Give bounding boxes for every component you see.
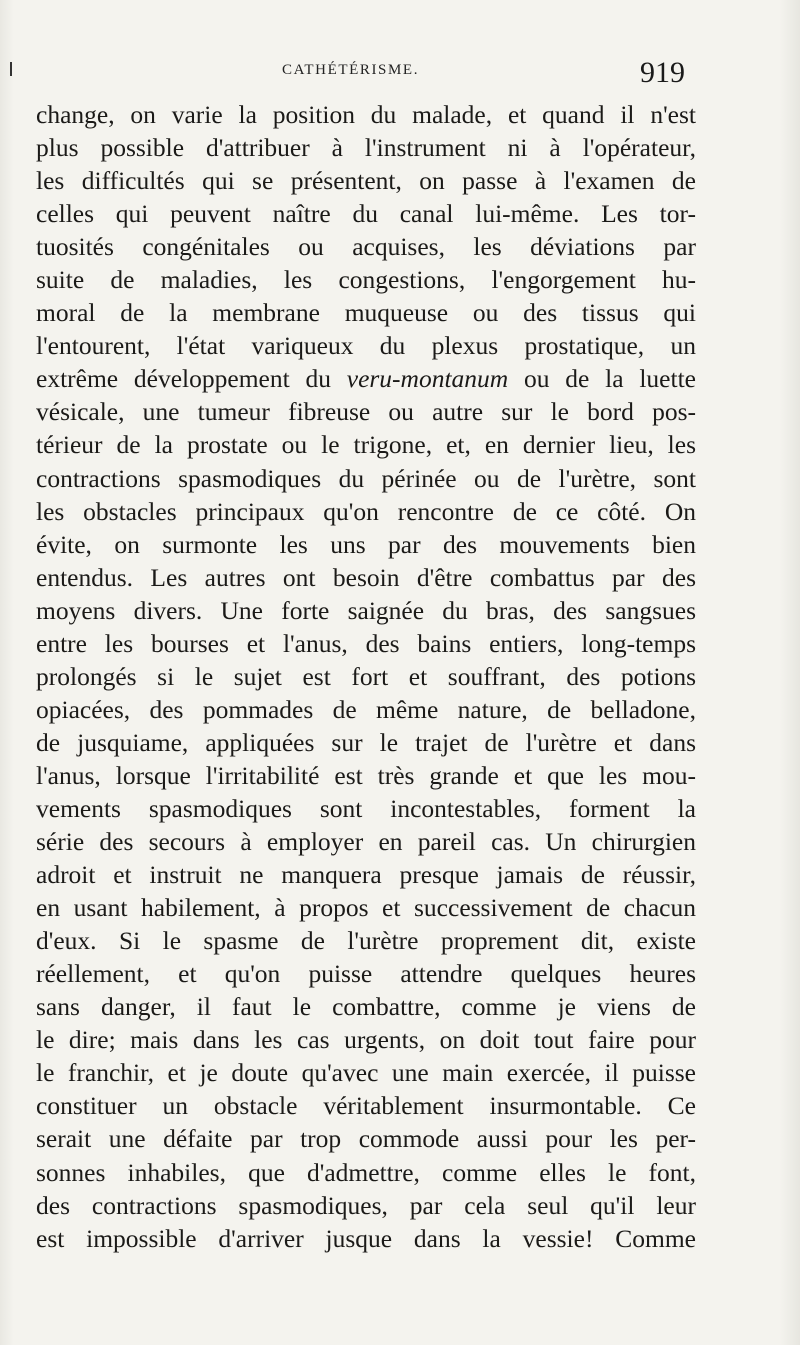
text-run: des contractions spasmodiques, par cela seul qu'il leur xyxy=(36,1190,696,1220)
text-line xyxy=(36,131,696,164)
text-run: le franchir, et je doute qu'avec une main exercée, il puisse xyxy=(36,1058,696,1088)
text-line xyxy=(36,1222,696,1255)
text-line xyxy=(36,329,696,362)
text-run: entendus. Les autres ont besoin d'être combattus par des xyxy=(36,562,696,592)
text-run: l'anus, lorsque l'irritabilité est très grande et que les mou- xyxy=(36,760,696,790)
text-line xyxy=(36,627,696,660)
text-run: adroit et instruit ne manquera presque jamais de réussir, xyxy=(36,860,696,890)
text-line xyxy=(36,230,696,263)
text-line xyxy=(36,891,696,924)
text-run: est impossible d'arriver jusque dans la vessie! Comme xyxy=(36,1223,696,1253)
text-run: serait une défaite par trop commode aussi pour les per- xyxy=(36,1124,696,1154)
running-head xyxy=(0,56,800,92)
text-line xyxy=(36,1122,696,1155)
text-run: vésicale, une tumeur fibreuse ou autre sur le bord pos- xyxy=(36,397,696,427)
text-run: d'eux. Si le spasme de l'urètre proprement dit, existe xyxy=(36,926,696,956)
body-text xyxy=(36,98,696,1255)
text-run: constituer un obstacle véritablement insurmontable. Ce xyxy=(36,1091,696,1121)
text-run: térieur de la prostate ou le trigone, et, en dernier lieu, les xyxy=(36,430,696,460)
text-run: tuosités congénitales ou acquises, les déviations par xyxy=(36,232,696,262)
text-line xyxy=(36,957,696,990)
text-line xyxy=(36,1189,696,1222)
text-run: change, on varie la position du malade, et quand il n'est xyxy=(36,100,696,129)
text-run: évite, on surmonte les uns par des mouvements bien xyxy=(36,529,696,559)
text-run: l'entourent, l'état variqueux du plexus prostatique, un xyxy=(36,331,696,361)
text-run: ou de la luette xyxy=(508,364,696,394)
text-run: extrême développement du xyxy=(36,364,347,394)
text-run: sonnes inhabiles, que d'admettre, comme elles le font, xyxy=(36,1157,696,1187)
text-run: le dire; mais dans les cas urgents, on doit tout faire pour xyxy=(36,1025,696,1055)
italic-term: veru-montanum xyxy=(346,364,509,394)
text-line xyxy=(36,1156,696,1189)
text-line xyxy=(36,594,696,627)
text-line xyxy=(36,825,696,858)
text-run: les obstacles principaux qu'on rencontre de ce côté. On xyxy=(36,496,696,526)
text-run: celles qui peuvent naître du canal lui-même. Les tor- xyxy=(36,199,696,229)
text-line xyxy=(36,792,696,825)
text-run: vements spasmodiques sont incontestables, forment la xyxy=(36,793,696,823)
page-number: 919 xyxy=(640,56,685,89)
text-run: entre les bourses et l'anus, des bains entiers, long-temps xyxy=(36,628,696,658)
running-title: CATHÉTÉRISME. xyxy=(282,62,420,78)
text-line xyxy=(36,362,696,395)
text-run: prolongés si le sujet est fort et souffrant, des potions xyxy=(36,661,696,691)
text-line xyxy=(36,990,696,1023)
text-line xyxy=(36,98,696,131)
text-run: suite de maladies, les congestions, l'engorgement hu- xyxy=(36,265,696,295)
text-line xyxy=(36,164,696,197)
text-line xyxy=(36,1089,696,1122)
text-line xyxy=(36,858,696,891)
text-line xyxy=(36,924,696,957)
text-line xyxy=(36,197,696,230)
text-line xyxy=(36,263,696,296)
text-run: en usant habilement, à propos et successivement de chacun xyxy=(36,893,696,923)
text-run: série des secours à employer en pareil cas. Un chirurgien xyxy=(36,827,696,857)
text-line xyxy=(36,693,696,726)
text-run: les difficultés qui se présentent, on passe à l'examen de xyxy=(36,166,696,196)
text-line xyxy=(36,296,696,329)
text-line xyxy=(36,428,696,461)
text-run: moyens divers. Une forte saignée du bras, des sangsues xyxy=(36,595,696,625)
text-line xyxy=(36,1056,696,1089)
text-run: moral de la membrane muqueuse ou des tissus qui xyxy=(36,298,696,328)
text-line xyxy=(36,395,696,428)
text-line xyxy=(36,1023,696,1056)
text-run: plus possible d'attribuer à l'instrument ni à l'opérateur, xyxy=(36,133,696,163)
text-run: sans danger, il faut le combattre, comme je viens de xyxy=(36,992,696,1022)
text-run: opiacées, des pommades de même nature, de belladone, xyxy=(36,694,696,724)
text-line xyxy=(36,462,696,495)
text-line xyxy=(36,495,696,528)
text-line xyxy=(36,528,696,561)
text-line xyxy=(36,759,696,792)
text-line xyxy=(36,561,696,594)
text-line xyxy=(36,660,696,693)
text-run: réellement, et qu'on puisse attendre quelques heures xyxy=(36,959,696,989)
text-run: contractions spasmodiques du périnée ou de l'urètre, sont xyxy=(36,463,696,493)
text-run: de jusquiame, appliquées sur le trajet de l'urètre et dans xyxy=(36,727,696,757)
text-line xyxy=(36,726,696,759)
